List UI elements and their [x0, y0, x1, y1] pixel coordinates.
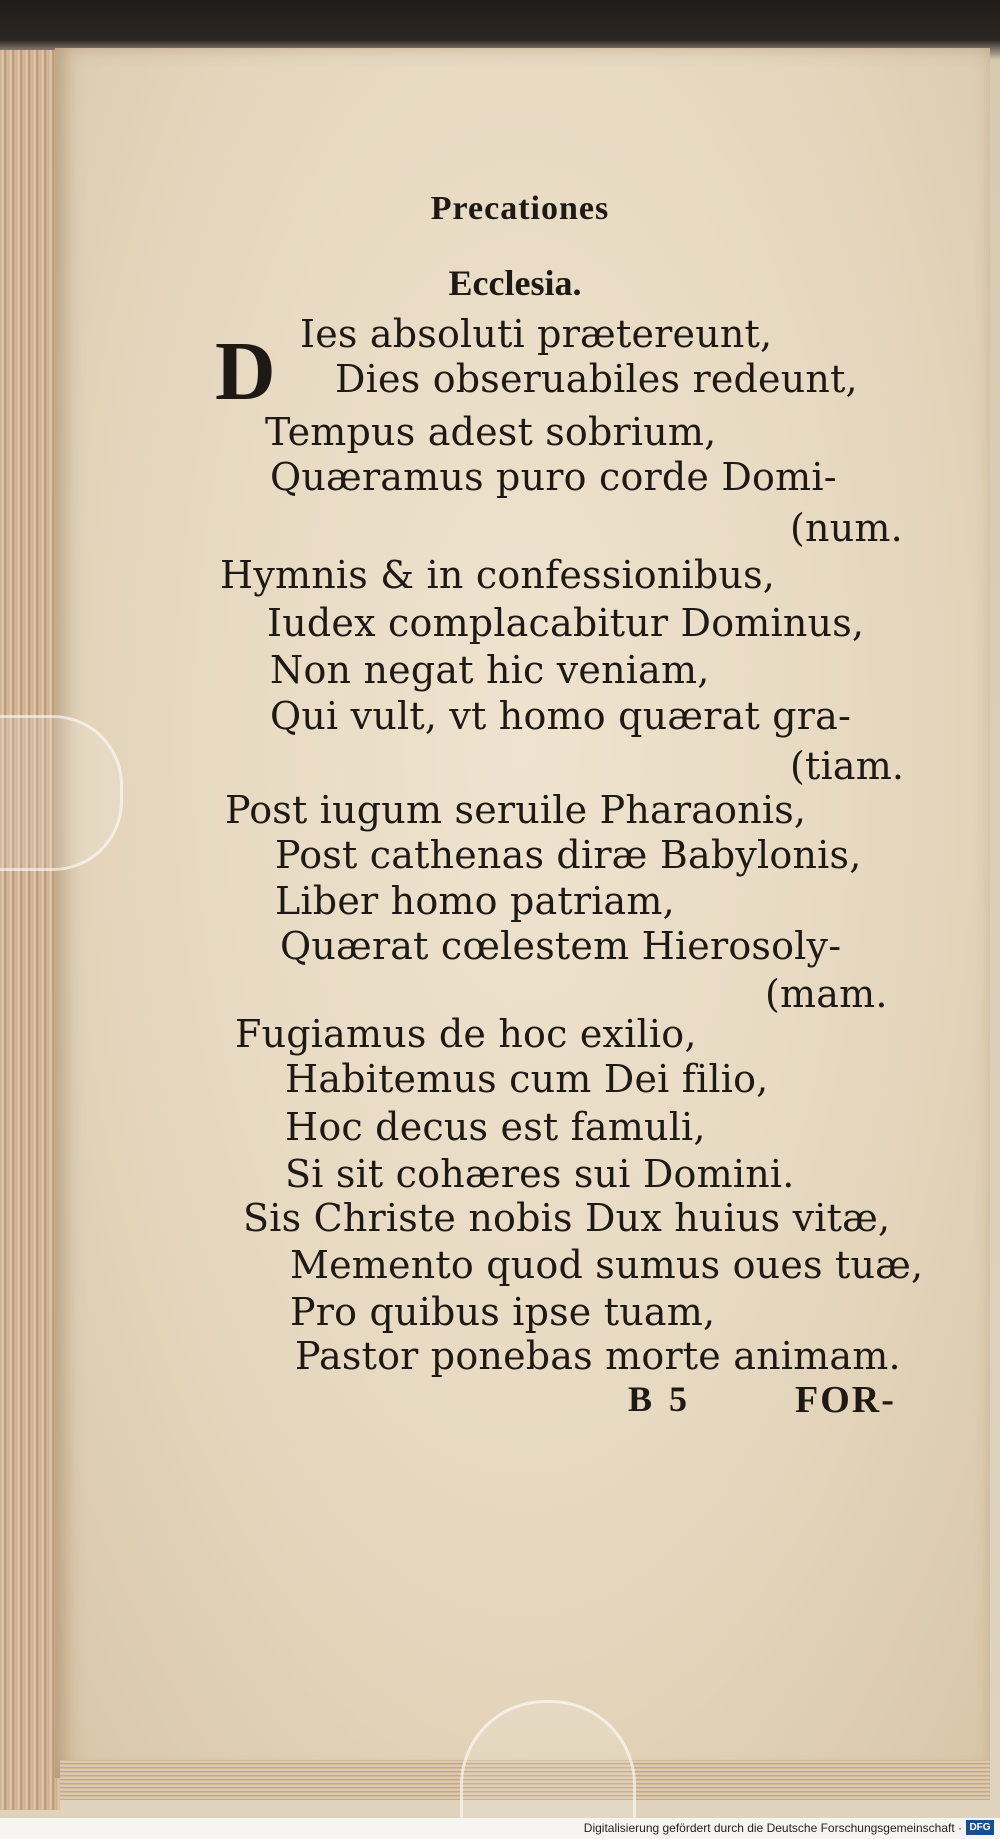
catchword: FOR-	[795, 1379, 896, 1421]
verse-line: Post cathenas diræ Babylonis,	[275, 833, 862, 877]
verse-line: Hymnis & in confessionibus,	[220, 553, 776, 597]
verse-line: Memento quod sumus oues tuæ,	[290, 1243, 924, 1287]
verse-line: Quæramus puro corde Domi-	[270, 455, 837, 499]
verse-line: Qui vult, vt homo quærat gra-	[270, 694, 852, 738]
verse-line-turnover: (mam.	[765, 972, 888, 1016]
verse-line: Iudex complacabitur Dominus,	[267, 601, 865, 645]
verse-line: Pro quibus ipse tuam,	[290, 1290, 716, 1334]
verse-line-turnover: (tiam.	[790, 744, 905, 788]
verse-line: Si sit cohæres sui Domini.	[285, 1152, 795, 1196]
verse-line: Pastor ponebas morte animam.	[295, 1334, 901, 1378]
verse-line: Non negat hic veniam,	[270, 648, 710, 692]
drop-capital: D	[215, 325, 276, 418]
section-title: Ecclesia.	[448, 263, 582, 303]
verse-line: Hoc decus est famuli,	[285, 1105, 706, 1149]
verse-line: Habitemus cum Dei filio,	[285, 1057, 769, 1101]
verse-line: Post iugum seruile Pharaonis,	[225, 788, 807, 832]
verse-line: Ies absoluti prætereunt,	[300, 312, 773, 356]
signature-mark: B 5	[628, 1379, 692, 1419]
digitization-credit: Digitalisierung gefördert durch die Deutsche Forschungsgemeinschaft ·	[583, 1821, 962, 1835]
verse-line: Tempus adest sobrium,	[265, 410, 717, 454]
verse-line: Quærat cœlestem Hierosoly-	[280, 924, 842, 968]
page-clip-left	[0, 715, 123, 871]
verse-line: Dies obseruabiles redeunt,	[335, 357, 858, 401]
dfg-logo: DFG	[966, 1820, 994, 1835]
verse-line: Fugiamus de hoc exilio,	[235, 1012, 697, 1056]
verse-line: Sis Christe nobis Dux huius vitæ,	[243, 1196, 891, 1240]
running-head: Precationes	[430, 190, 610, 227]
verse-line: Liber homo patriam,	[275, 879, 675, 923]
verse-line-turnover: (num.	[790, 506, 903, 550]
